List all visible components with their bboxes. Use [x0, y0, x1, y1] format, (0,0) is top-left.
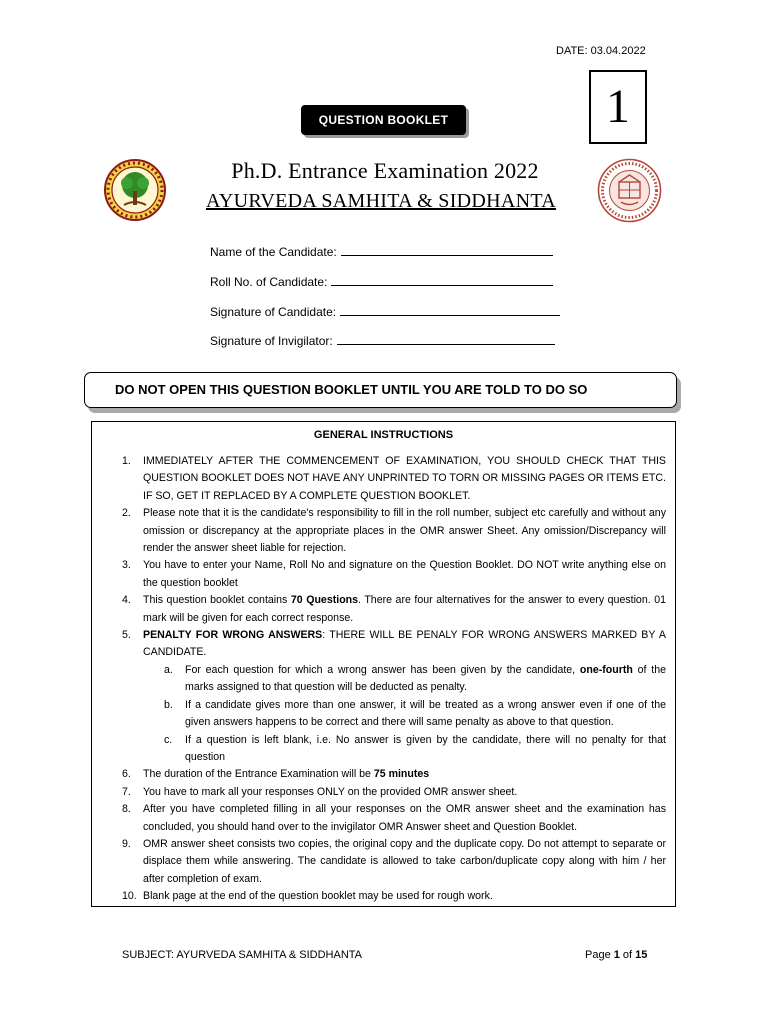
instruction-item-penalty: 5. PENALTY FOR WRONG ANSWERS: THERE WILL BE PENALY FOR WRONG ANSWERS MARKED BY A CANDIDATE. a. For each question for which a wrong answer has been given by the candidate, one-fourth of the marks assigned to that question will be deducted as penalty. b. If a candidate gives more than one answer, it will be treated as a wrong answer even if one of the given answers happens to be correct and there will same penalty as above to that question. c. If a question is left blank, i.e. No answer is given by the candidate, there will no penalty for that question	[92, 627, 675, 766]
instruction-item: 3. You have to enter your Name, Roll No and signature on the Question Booklet. DO NOT write anything else on the question booklet	[122, 559, 666, 589]
candidate-signature-field[interactable]	[210, 305, 560, 319]
instruction-item: 8. After you have completed filling in all your responses on the OMR answer sheet and the examination has concluded, you should hand over to the invigilator OMR Answer sheet and Question Booklet.	[122, 803, 666, 833]
roll-number-field[interactable]	[210, 275, 553, 289]
footer-subject: SUBJECT: AYURVEDA SAMHITA & SIDDHANTA	[122, 949, 363, 961]
instructions-title: GENERAL INSTRUCTIONS	[313, 429, 454, 441]
instruction-item: 2. Please note that it is the candidate's responsibility to fill in the roll number, subject etc carefully and without any omission or discrepancy at the appropriate places in the OMR answer Sheet. Any omission/Discrepancy will render the answer sheet liable for rejection.	[122, 507, 666, 555]
booklet-set-number: 1	[589, 70, 647, 144]
penalty-sub-item: a. For each question for which a wrong answer has been given by the candidate, one-fourth of the marks assigned to that question will be deducted as penalty.	[164, 663, 666, 694]
candidate-signature-line[interactable]	[340, 305, 560, 316]
candidate-signature-label: Signature of Candidate:	[210, 305, 337, 319]
invigilator-signature-line[interactable]	[337, 334, 555, 345]
instruction-item: 1. IMMEDIATELY AFTER THE COMMENCEMENT OF EXAMINATION, YOU SHOULD CHECK THAT THIS QUESTION BOOKLET DOES NOT HAVE ANY UNPRINTED TO TORN OR MISSING PAGES OR ITEMS ETC. IF SO, GET IT REPLACED BY A COMPLETE QUESTION BOOKLET.	[122, 455, 666, 502]
exam-date: DATE: 03.04.2022	[556, 45, 646, 57]
roll-number-label: Roll No. of Candidate:	[210, 275, 328, 289]
exam-title: Ph.D. Entrance Examination 2022	[231, 158, 539, 183]
penalty-sub-item: c. If a question is left blank, i.e. No answer is given by the candidate, there will no penalty for that question	[164, 733, 666, 763]
do-not-open-warning: DO NOT OPEN THIS QUESTION BOOKLET UNTIL YOU ARE TOLD TO DO SO	[84, 372, 677, 408]
invigilator-signature-label: Signature of Invigilator:	[210, 334, 333, 348]
instruction-item: 9. OMR answer sheet consists two copies, the original copy and the duplicate copy. Do not attempt to separate or displace them while answering. The candidate is allowed to take carbon/duplicate copy along with him / her after completion of exam.	[122, 837, 666, 885]
candidate-name-label: Name of the Candidate:	[210, 245, 337, 259]
tree-emblem-icon	[104, 159, 166, 221]
instruction-item: 4. This question booklet contains 70 Questions. There are four alternatives for the answer to every question. 01 mark will be given for each correct response.	[122, 594, 666, 624]
invigilator-signature-field[interactable]	[210, 334, 555, 348]
instruction-item: 7. You have to mark all your responses ONLY on the provided OMR answer sheet.	[122, 785, 518, 798]
page-number: Page 1 of 15	[585, 949, 648, 961]
roll-number-line[interactable]	[331, 275, 553, 286]
general-instructions-box	[91, 421, 676, 907]
penalty-sub-list	[143, 662, 666, 766]
candidate-name-field[interactable]	[210, 245, 553, 259]
instruction-item: 6. The duration of the Entrance Examination will be 75 minutes	[122, 768, 430, 781]
penalty-sub-item: b. If a candidate gives more than one answer, it will be treated as a wrong answer even if one of the given answers happens to be correct and there will same penalty as above to that question.	[164, 698, 666, 729]
question-booklet-badge: QUESTION BOOKLET	[301, 105, 466, 135]
university-seal-icon	[597, 158, 662, 223]
exam-subject-title: AYURVEDA SAMHITA & SIDDHANTA	[205, 190, 557, 212]
candidate-name-line[interactable]	[341, 245, 553, 256]
instruction-item: 10. Blank page at the end of the question booklet may be used for rough work.	[122, 890, 493, 903]
instructions-list	[92, 453, 675, 906]
